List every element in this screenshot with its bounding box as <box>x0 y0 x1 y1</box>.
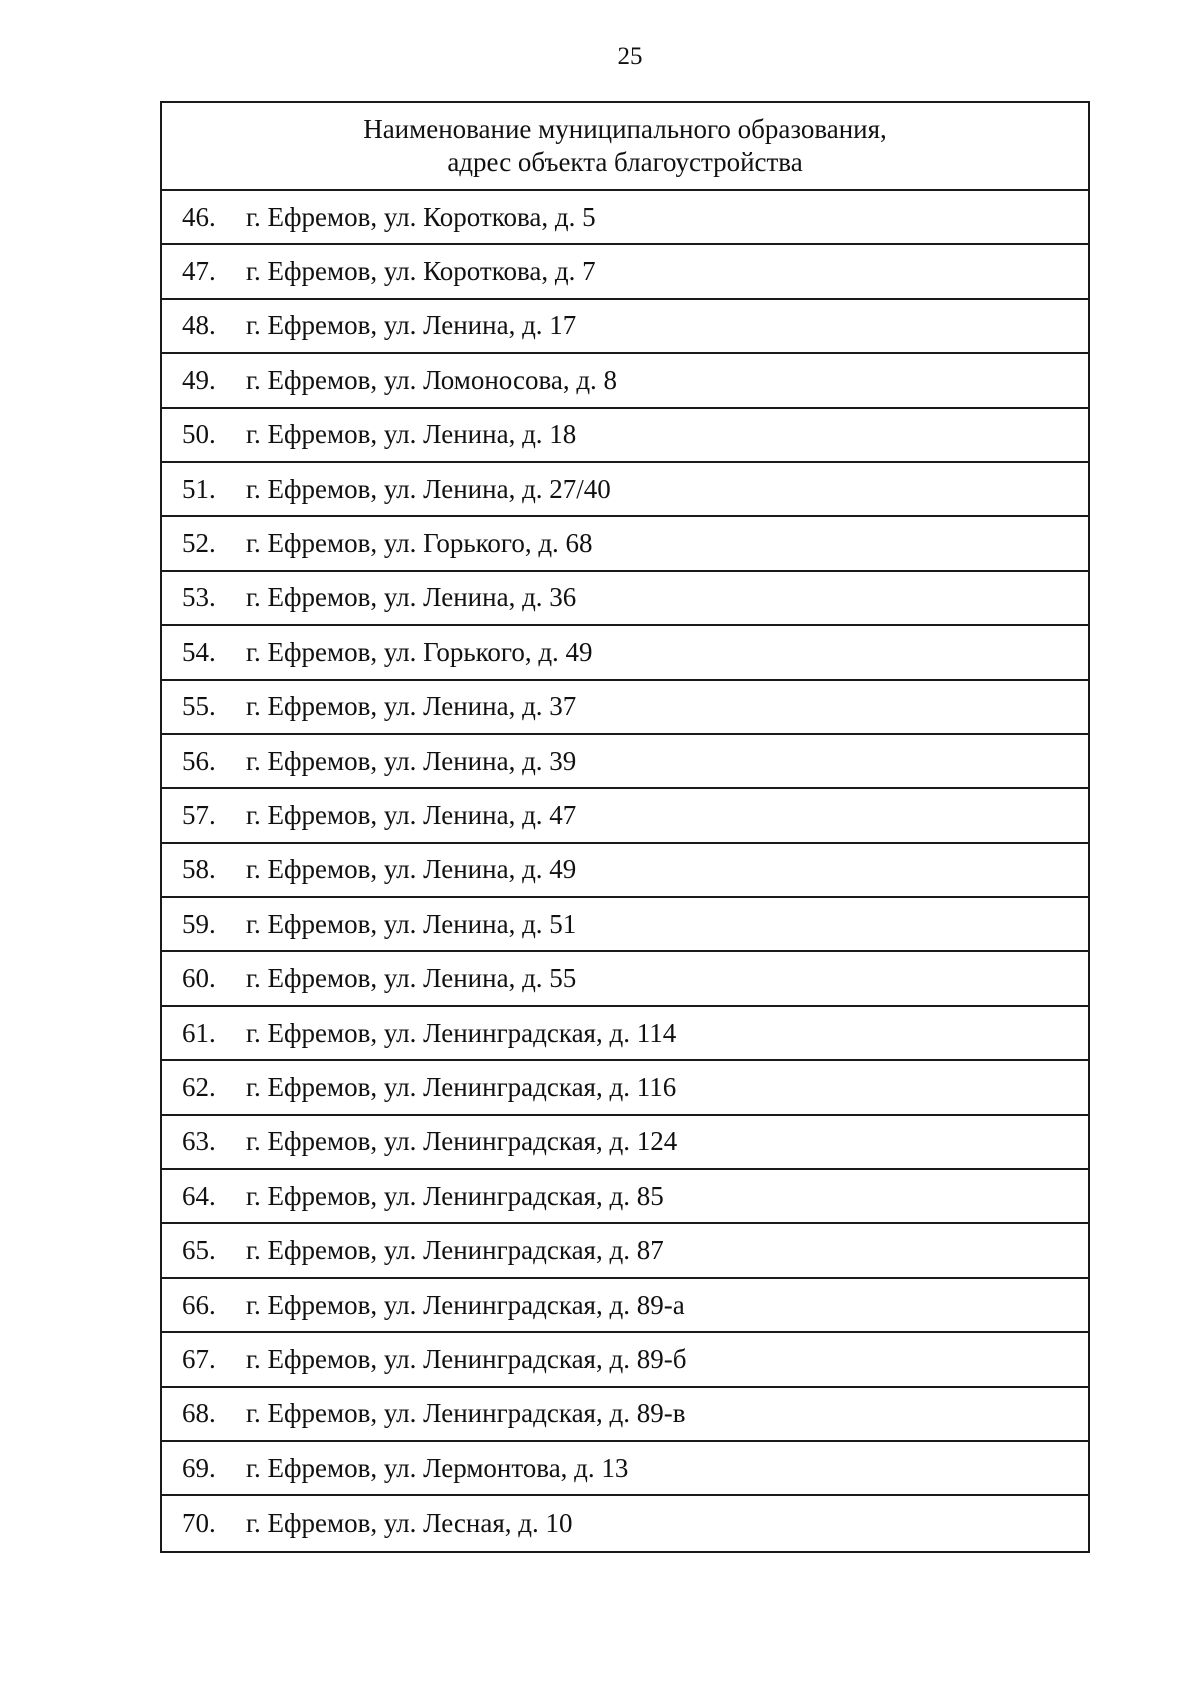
table-row <box>162 300 1088 354</box>
table-body <box>162 191 1088 1551</box>
row-address: г. Ефремов, ул. Ленинградская, д. 87 <box>246 1235 664 1266</box>
row-address: г. Ефремов, ул. Горького, д. 49 <box>246 636 593 667</box>
row-address: г. Ефремов, ул. Ленина, д. 27/40 <box>246 473 611 504</box>
table-row <box>162 1061 1088 1115</box>
row-address: г. Ефремов, ул. Ленинградская, д. 116 <box>246 1071 677 1102</box>
row-number: 61. <box>182 1017 216 1048</box>
row-number: 64. <box>182 1180 216 1211</box>
table-row <box>162 517 1088 571</box>
table-row <box>162 245 1088 299</box>
table-row <box>162 681 1088 735</box>
table-row <box>162 1442 1088 1496</box>
table-row <box>162 952 1088 1006</box>
row-address: г. Ефремов, ул. Ленина, д. 49 <box>246 854 577 885</box>
row-number: 69. <box>182 1452 216 1483</box>
row-number: 67. <box>182 1343 216 1374</box>
row-number: 57. <box>182 799 216 830</box>
table-row <box>162 844 1088 898</box>
row-number: 63. <box>182 1126 216 1157</box>
table-row <box>162 1279 1088 1333</box>
table-row <box>162 572 1088 626</box>
row-address: г. Ефремов, ул. Ленинградская, д. 114 <box>246 1017 677 1048</box>
row-number: 55. <box>182 691 216 722</box>
row-number: 48. <box>182 310 216 341</box>
page-number: 25 <box>617 43 643 70</box>
row-number: 52. <box>182 528 216 559</box>
row-number: 66. <box>182 1289 216 1320</box>
row-number: 53. <box>182 582 216 613</box>
row-address: г. Ефремов, ул. Ленина, д. 37 <box>246 691 577 722</box>
table-row <box>162 354 1088 408</box>
address-table <box>160 101 1090 1553</box>
row-number: 54. <box>182 636 216 667</box>
row-address: г. Ефремов, ул. Короткова, д. 7 <box>246 256 596 287</box>
row-number: 70. <box>182 1508 216 1539</box>
table-row <box>162 789 1088 843</box>
table-row <box>162 1496 1088 1550</box>
table-row <box>162 191 1088 245</box>
row-address: г. Ефремов, ул. Ломоносова, д. 8 <box>246 364 618 395</box>
row-address: г. Ефремов, ул. Ленинградская, д. 89-б <box>246 1343 687 1374</box>
row-address: г. Ефремов, ул. Ленинградская, д. 89-а <box>246 1289 685 1320</box>
header-line-1: Наименование муниципального образования, <box>363 114 887 144</box>
row-address: г. Ефремов, ул. Ленина, д. 51 <box>246 908 577 939</box>
row-address: г. Ефремов, ул. Ленина, д. 55 <box>246 963 577 994</box>
row-number: 56. <box>182 745 216 776</box>
table-row <box>162 409 1088 463</box>
row-address: г. Ефремов, ул. Ленинградская, д. 124 <box>246 1126 678 1157</box>
row-number: 51. <box>182 473 216 504</box>
row-number: 59. <box>182 908 216 939</box>
row-number: 60. <box>182 963 216 994</box>
row-address: г. Ефремов, ул. Лермонтова, д. 13 <box>246 1452 629 1483</box>
row-number: 68. <box>182 1398 216 1429</box>
table-row <box>162 1224 1088 1278</box>
row-number: 62. <box>182 1071 216 1102</box>
row-number: 49. <box>182 364 216 395</box>
table-row <box>162 463 1088 517</box>
row-address: г. Ефремов, ул. Ленинградская, д. 85 <box>246 1180 664 1211</box>
row-number: 65. <box>182 1235 216 1266</box>
table-row <box>162 1333 1088 1387</box>
row-address: г. Ефремов, ул. Короткова, д. 5 <box>246 201 596 232</box>
row-address: г. Ефремов, ул. Горького, д. 68 <box>246 528 593 559</box>
row-number: 47. <box>182 256 216 287</box>
row-address: г. Ефремов, ул. Ленина, д. 36 <box>246 582 577 613</box>
table-row <box>162 898 1088 952</box>
row-number: 58. <box>182 854 216 885</box>
row-address: г. Ефремов, ул. Ленина, д. 39 <box>246 745 577 776</box>
row-address: г. Ефремов, ул. Ленина, д. 47 <box>246 799 577 830</box>
row-number: 46. <box>182 201 216 232</box>
row-address: г. Ефремов, ул. Ленина, д. 18 <box>246 419 577 450</box>
row-address: г. Ефремов, ул. Ленина, д. 17 <box>246 310 577 341</box>
row-address: г. Ефремов, ул. Лесная, д. 10 <box>246 1508 573 1539</box>
table-row <box>162 1388 1088 1442</box>
header-line-2: адрес объекта благоустройства <box>447 147 803 177</box>
row-address: г. Ефремов, ул. Ленинградская, д. 89-в <box>246 1398 686 1429</box>
table-header <box>162 103 1088 191</box>
table-row <box>162 735 1088 789</box>
table-row <box>162 1170 1088 1224</box>
table-row <box>162 1116 1088 1170</box>
table-row <box>162 1007 1088 1061</box>
row-number: 50. <box>182 419 216 450</box>
table-row <box>162 626 1088 680</box>
